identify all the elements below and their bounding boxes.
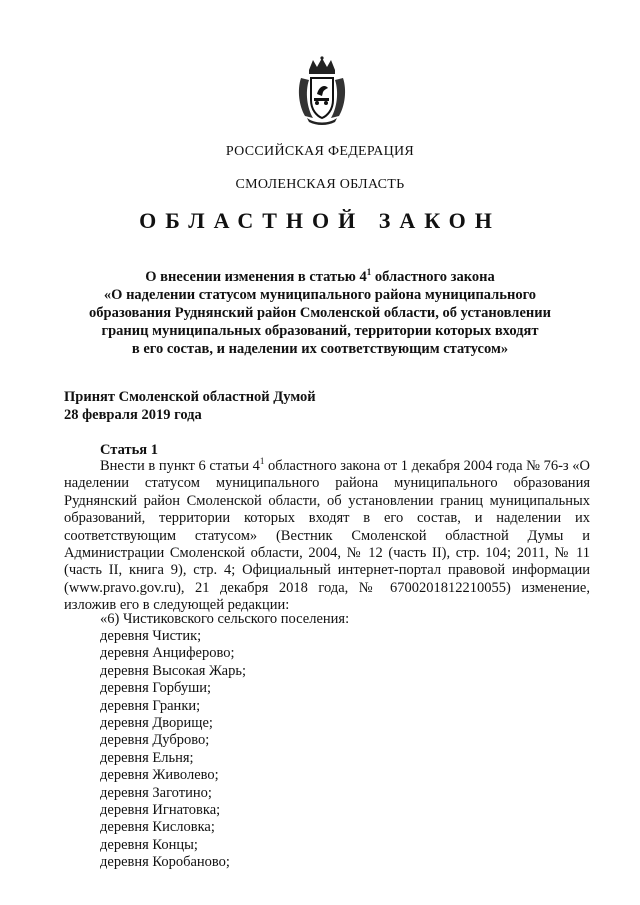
article-paragraph: Внести в пункт 6 статьи $4^1$ областного закона от 1 декабря 2004 года № 76-з «О наделении статусом муниципального района муниципального образования Руднянский район Смоленской области, об установлении границ муниципальных образований, территории которых входят в его состав, и наделении их соответствующим статусом» (Вестник Смоленской областной Думы и Администрации Смоленской области, 2004, № 12 (часть II), стр. 104; 2011, № 11 (часть II, книга 9), стр. 4; Официальный интернет-портал правовой информации (www.pravo.gov.ru), 21 декабря 2018 года, № 6700201812210055) изменение, изложив его в следующей редакции: [64, 456, 591, 614]
village-list-item: деревня Кисловка; [100, 819, 215, 836]
subject-line-5: в его состав, и наделении их соответствующим статусом» [131, 340, 509, 357]
adopted-date: 28 февраля 2019 года [64, 407, 202, 423]
village-list [100, 628, 246, 872]
village-list-item: деревня Дуброво; [100, 732, 210, 749]
village-list-item: деревня Анциферово; [100, 645, 235, 662]
subject-line-4: границ муниципальных образований, территории которых входят [101, 322, 539, 339]
subject-line-2: «О наделении статусом муниципального района муниципального [103, 286, 537, 303]
village-list-item: деревня Коробаново; [100, 854, 230, 871]
village-list-item: деревня Чистик; [100, 628, 202, 644]
coat-of-arms-emblem [295, 56, 349, 126]
village-list-item: деревня Концы; [100, 836, 198, 853]
village-list-item: деревня Игнатовка; [100, 802, 221, 819]
region-heading: СМОЛЕНСКАЯ ОБЛАСТЬ [235, 177, 405, 192]
village-list-item: деревня Высокая Жарь; [100, 662, 247, 679]
village-list-item: деревня Живолево; [100, 767, 219, 784]
village-list-item: деревня Ельня; [100, 749, 194, 766]
subject-line-3: образования Руднянский район Смоленской области, об установлении [89, 304, 551, 321]
village-list-item: деревня Горбуши; [100, 680, 212, 697]
document-type-title: ОБЛАСТНОЙ ЗАКОН [139, 208, 501, 233]
adoption-info [64, 388, 316, 424]
law-subject [0, 263, 640, 358]
article-heading: Статья 1 [100, 442, 158, 458]
village-list-item: деревня Гранки; [100, 697, 201, 714]
settlement-heading: «6) Чистиковского сельского поселения: [100, 611, 350, 627]
village-list-item: деревня Дворище; [100, 715, 213, 732]
subject-line-1: О внесении изменения в статью $4^1$ областного закона [145, 267, 495, 285]
village-list-item: деревня Заготино; [100, 784, 212, 801]
country-heading: РОССИЙСКАЯ ФЕДЕРАЦИЯ [225, 144, 415, 159]
article-body [64, 458, 590, 615]
adopted-by: Принят Смоленской областной Думой [64, 389, 316, 405]
